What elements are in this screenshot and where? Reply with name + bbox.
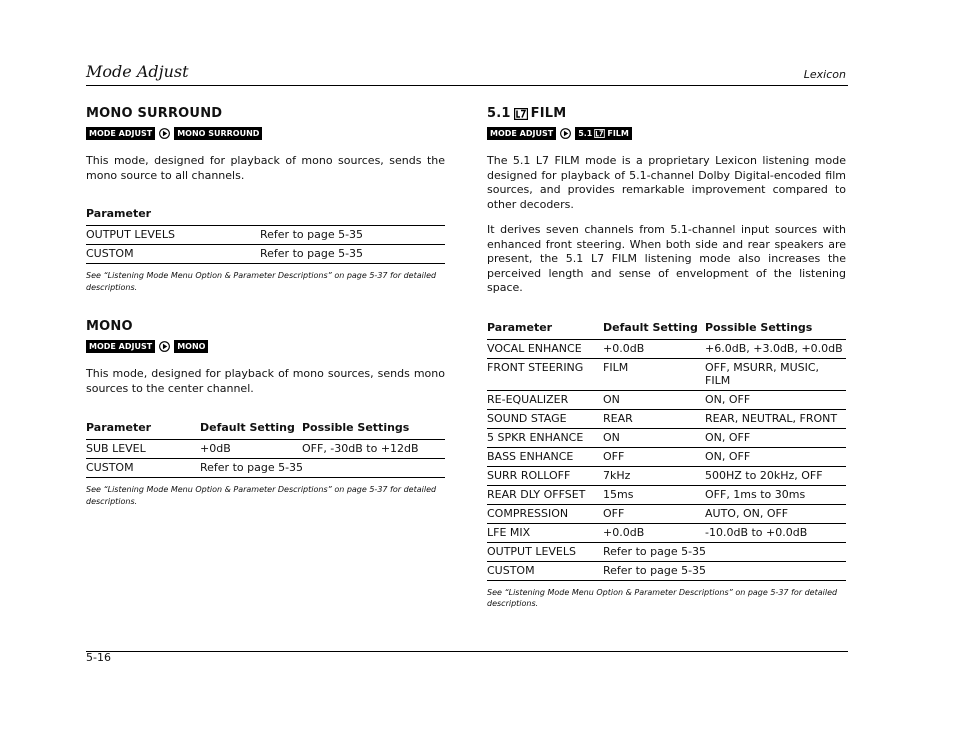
crumb-mono: MONO (174, 340, 208, 353)
left-column (86, 106, 445, 507)
table-cell: ON, OFF (705, 447, 846, 466)
table-cell: CUSTOM (487, 561, 603, 580)
table-cell: -10.0dB to +0.0dB (705, 523, 846, 542)
table-header: Parameter (487, 321, 603, 340)
table-cell: Refer to page 5-35 (603, 542, 846, 561)
table-cell: 5 SPKR ENHANCE (487, 428, 603, 447)
table-header: Default Setting (200, 421, 302, 440)
table-cell: CUSTOM (86, 459, 200, 478)
table-cell: OFF (603, 447, 705, 466)
table-cell: ON, OFF (705, 428, 846, 447)
table-cell: ON (603, 390, 705, 409)
table-row (487, 409, 846, 428)
crumb-mode-adjust: MODE ADJUST (86, 340, 155, 353)
breadcrumb (86, 126, 445, 140)
table-row (86, 459, 445, 478)
table-row (487, 466, 846, 485)
table-cell: 500HZ to 20kHz, OFF (705, 466, 846, 485)
table-cell: SURR ROLLOFF (487, 466, 603, 485)
section-description: It derives seven channels from 5.1-channel input sources with enhanced front steering. When both side and rear speakers are present, the 5.1 L7 FILM listening mode also increases the perceived length and sense of envelopment of the listening space. (487, 223, 846, 294)
right-column (487, 106, 846, 610)
footnote: See “Listening Mode Menu Option & Parameter Descriptions” on page 5-37 for detailed descriptions. (86, 271, 437, 292)
table-cell: SUB LEVEL (86, 440, 200, 459)
table-cell: LFE MIX (487, 523, 603, 542)
table-row (487, 390, 846, 409)
table-row (487, 523, 846, 542)
table-cell: Refer to page 5-35 (603, 561, 846, 580)
table-cell: FRONT STEERING (487, 358, 603, 390)
page-title: Mode Adjust (86, 62, 189, 81)
table-cell: ON, OFF (705, 390, 846, 409)
table-cell: +6.0dB, +3.0dB, +0.0dB (705, 339, 846, 358)
l7-logo-icon (514, 108, 528, 120)
table-cell: Refer to page 5-35 (260, 245, 445, 264)
table-cell: CUSTOM (86, 245, 260, 264)
breadcrumb (86, 339, 445, 353)
breadcrumb (487, 126, 846, 140)
table-cell: REAR (603, 409, 705, 428)
crumb-mode-adjust: MODE ADJUST (487, 127, 556, 140)
section-heading: MONO (86, 319, 133, 334)
crumb-51-film: 5.1 FILM (575, 127, 632, 140)
table-cell: SOUND STAGE (487, 409, 603, 428)
table-cell: AUTO, ON, OFF (705, 504, 846, 523)
table-header: Possible Settings (705, 321, 846, 340)
section-description: The 5.1 L7 FILM mode is a proprietary Lexicon listening mode designed for playback of 5.1-channel Dolby Digital-encoded film sources, and provides remarkable improvement compared to other decoders. (487, 154, 846, 211)
table-cell: +0dB (200, 440, 302, 459)
table-cell: OFF, -30dB to +12dB (302, 440, 445, 459)
table-cell: 7kHz (603, 466, 705, 485)
table-row (487, 485, 846, 504)
section-heading: 5.1 FILM (487, 106, 567, 121)
table-cell: ON (603, 428, 705, 447)
table-cell: REAR, NEUTRAL, FRONT (705, 409, 846, 428)
table-header: Default Setting (603, 321, 705, 340)
table-cell: BASS ENHANCE (487, 447, 603, 466)
table-row (86, 440, 445, 459)
mono-surround-section (86, 106, 445, 293)
table-cell: RE-EQUALIZER (487, 390, 603, 409)
table-header (260, 207, 445, 226)
table-row (487, 561, 846, 580)
table-cell: FILM (603, 358, 705, 390)
header-rule (86, 85, 848, 86)
table-header: Parameter (86, 421, 200, 440)
footnote: See “Listening Mode Menu Option & Parameter Descriptions” on page 5-37 for detailed descriptions. (487, 587, 838, 608)
l7-logo-icon (594, 129, 605, 138)
film-section (487, 106, 846, 610)
table-cell: COMPRESSION (487, 504, 603, 523)
table-cell: VOCAL ENHANCE (487, 339, 603, 358)
table-cell: Refer to page 5-35 (200, 459, 445, 478)
table-cell: REAR DLY OFFSET (487, 485, 603, 504)
table-row (487, 504, 846, 523)
brand-label: Lexicon (803, 68, 846, 81)
crumb-mono-surround: MONO SURROUND (174, 127, 262, 140)
table-cell: +0.0dB (603, 523, 705, 542)
table-row (487, 447, 846, 466)
section-description: This mode, designed for playback of mono sources, sends the mono source to all channels. (86, 154, 445, 182)
table-row (487, 542, 846, 561)
table-cell: OUTPUT LEVELS (487, 542, 603, 561)
crumb-mode-adjust: MODE ADJUST (86, 127, 155, 140)
table-cell: OUTPUT LEVELS (86, 226, 260, 245)
play-arrow-icon (560, 128, 571, 139)
footnote: See “Listening Mode Menu Option & Parameter Descriptions” on page 5-37 for detailed descriptions. (86, 485, 437, 506)
table-row (487, 358, 846, 390)
play-arrow-icon (159, 341, 170, 352)
table-row (86, 245, 445, 264)
table-cell: OFF, 1ms to 30ms (705, 485, 846, 504)
page-number: 5-16 (86, 651, 111, 664)
table-header: Possible Settings (302, 421, 445, 440)
table-row (487, 339, 846, 358)
table-cell: OFF (603, 504, 705, 523)
footer-rule (86, 651, 848, 652)
parameter-table (86, 207, 445, 264)
table-cell: Refer to page 5-35 (260, 226, 445, 245)
play-arrow-icon (159, 128, 170, 139)
table-header: Parameter (86, 207, 260, 226)
parameter-table (86, 421, 445, 478)
table-row (86, 226, 445, 245)
table-cell: OFF, MSURR, MUSIC, FILM (705, 358, 846, 390)
mono-section (86, 319, 445, 507)
table-cell: +0.0dB (603, 339, 705, 358)
table-row (487, 428, 846, 447)
section-description: This mode, designed for playback of mono sources, sends mono sources to the center channel. (86, 367, 445, 395)
parameter-table (487, 321, 846, 581)
table-cell: 15ms (603, 485, 705, 504)
section-heading: MONO SURROUND (86, 106, 223, 121)
